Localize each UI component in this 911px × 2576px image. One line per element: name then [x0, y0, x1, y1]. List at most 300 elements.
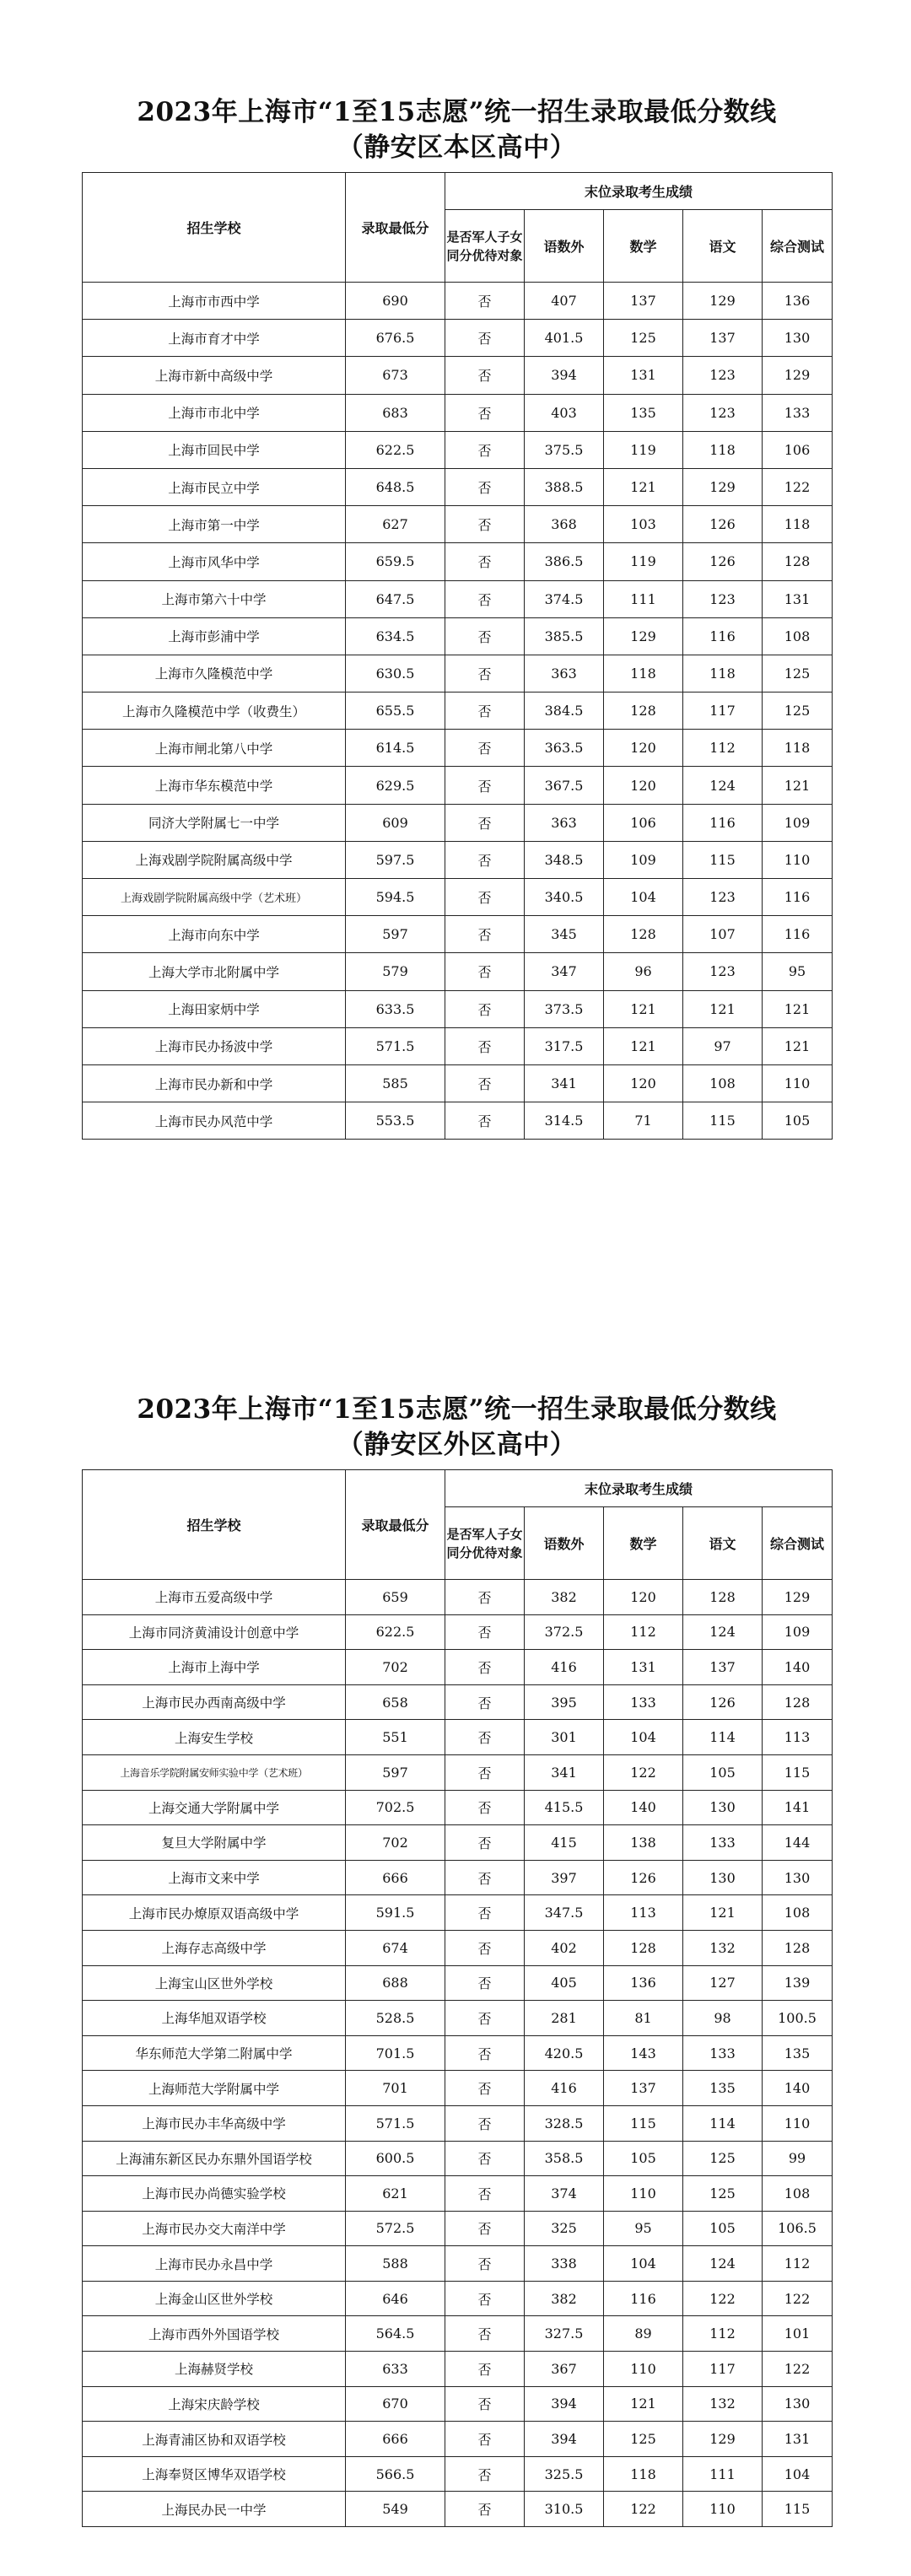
chinese-cell: 123 — [683, 953, 763, 990]
school-cell: 上海市闸北第八中学 — [83, 730, 346, 767]
yushuwai-cell: 363.5 — [525, 730, 604, 767]
table-row — [83, 693, 833, 730]
table-row — [83, 655, 833, 692]
military-cell: 否 — [445, 2316, 525, 2352]
school-cell: 上海市久隆模范中学（收费生） — [83, 693, 346, 730]
school-cell: 上海市文来中学 — [83, 1860, 346, 1895]
military-cell: 否 — [445, 1102, 525, 1140]
school-cell: 上海宋庆龄学校 — [83, 2386, 346, 2422]
yushuwai-cell: 382 — [525, 1580, 604, 1615]
math-cell: 118 — [604, 2456, 683, 2492]
table-row — [83, 2035, 833, 2071]
school-cell: 上海市民办交大南洋中学 — [83, 2211, 346, 2246]
table-row — [83, 2352, 833, 2387]
table-row — [83, 1860, 833, 1895]
header-chinese: 语文 — [683, 1507, 763, 1580]
chinese-cell: 112 — [683, 2316, 763, 2352]
military-cell: 否 — [445, 804, 525, 841]
min-score-cell: 646 — [346, 2281, 445, 2316]
math-cell: 96 — [604, 953, 683, 990]
yushuwai-cell: 388.5 — [525, 468, 604, 505]
school-cell: 上海市上海中学 — [83, 1650, 346, 1685]
math-cell: 120 — [604, 1064, 683, 1102]
yushuwai-cell: 382 — [525, 2281, 604, 2316]
chinese-cell: 132 — [683, 2386, 763, 2422]
chinese-cell: 130 — [683, 1790, 763, 1825]
military-cell: 否 — [445, 2386, 525, 2422]
header-min-score: 录取最低分 — [346, 173, 445, 283]
header-school: 招生学校 — [83, 173, 346, 283]
header-military: 是否军人子女同分优待对象 — [445, 210, 525, 283]
comprehensive-cell: 141 — [763, 1790, 833, 1825]
chinese-cell: 127 — [683, 1965, 763, 2001]
school-cell: 上海市民办风范中学 — [83, 1102, 346, 1140]
school-cell: 上海市风华中学 — [83, 543, 346, 580]
header-last-group: 末位录取考生成绩 — [445, 173, 833, 210]
min-score-cell: 670 — [346, 2386, 445, 2422]
school-cell: 复旦大学附属中学 — [83, 1825, 346, 1861]
chinese-cell: 117 — [683, 2352, 763, 2387]
comprehensive-cell: 112 — [763, 2246, 833, 2282]
military-cell: 否 — [445, 2001, 525, 2036]
min-score-cell: 673 — [346, 357, 445, 394]
school-cell: 上海市向东中学 — [83, 916, 346, 953]
min-score-cell: 622.5 — [346, 431, 445, 468]
comprehensive-cell: 113 — [763, 1720, 833, 1755]
math-cell: 119 — [604, 543, 683, 580]
military-cell: 否 — [445, 730, 525, 767]
yushuwai-cell: 395 — [525, 1684, 604, 1720]
yushuwai-cell: 328.5 — [525, 2105, 604, 2141]
military-cell: 否 — [445, 2176, 525, 2212]
table-row — [83, 2105, 833, 2141]
military-cell: 否 — [445, 841, 525, 878]
yushuwai-cell: 385.5 — [525, 617, 604, 655]
comprehensive-cell: 122 — [763, 2281, 833, 2316]
min-score-cell: 701.5 — [346, 2035, 445, 2071]
comprehensive-cell: 106.5 — [763, 2211, 833, 2246]
school-cell: 上海市民办尚德实验学校 — [83, 2176, 346, 2212]
yushuwai-cell: 407 — [525, 283, 604, 320]
school-cell: 上海交通大学附属中学 — [83, 1790, 346, 1825]
table-row — [83, 2316, 833, 2352]
table-row — [83, 1027, 833, 1064]
yushuwai-cell: 373.5 — [525, 990, 604, 1027]
school-cell: 上海戏剧学院附属高级中学 — [83, 841, 346, 878]
chinese-cell: 135 — [683, 2071, 763, 2106]
school-cell: 上海民办民一中学 — [83, 2492, 346, 2527]
min-score-cell: 655.5 — [346, 693, 445, 730]
min-score-cell: 585 — [346, 1064, 445, 1102]
comprehensive-cell: 128 — [763, 1684, 833, 1720]
school-cell: 上海市五爱高级中学 — [83, 1580, 346, 1615]
chinese-cell: 124 — [683, 2246, 763, 2282]
comprehensive-cell: 144 — [763, 1825, 833, 1861]
chinese-cell: 124 — [683, 767, 763, 804]
math-cell: 137 — [604, 2071, 683, 2106]
min-score-cell: 627 — [346, 506, 445, 543]
chinese-cell: 126 — [683, 543, 763, 580]
comprehensive-cell: 125 — [763, 693, 833, 730]
header-math: 数学 — [604, 1507, 683, 1580]
yushuwai-cell: 338 — [525, 2246, 604, 2282]
school-cell: 上海市第一中学 — [83, 506, 346, 543]
chinese-cell: 123 — [683, 879, 763, 916]
chinese-cell: 126 — [683, 1684, 763, 1720]
yushuwai-cell: 345 — [525, 916, 604, 953]
military-cell: 否 — [445, 1720, 525, 1755]
header-school: 招生学校 — [83, 1470, 346, 1580]
military-cell: 否 — [445, 953, 525, 990]
comprehensive-cell: 108 — [763, 2176, 833, 2212]
school-cell: 上海安生学校 — [83, 1720, 346, 1755]
school-cell: 上海赫贤学校 — [83, 2352, 346, 2387]
comprehensive-cell: 121 — [763, 767, 833, 804]
min-score-cell: 702.5 — [346, 1790, 445, 1825]
table-row — [83, 1614, 833, 1650]
table-row — [83, 1684, 833, 1720]
yushuwai-cell: 374.5 — [525, 580, 604, 617]
chinese-cell: 111 — [683, 2456, 763, 2492]
math-cell: 71 — [604, 1102, 683, 1140]
min-score-cell: 633 — [346, 2352, 445, 2387]
min-score-cell: 666 — [346, 2422, 445, 2457]
header-yushuwai: 语数外 — [525, 210, 604, 283]
table-row — [83, 2176, 833, 2212]
min-score-cell: 571.5 — [346, 2105, 445, 2141]
min-score-cell: 622.5 — [346, 1614, 445, 1650]
math-cell: 131 — [604, 1650, 683, 1685]
table1-title — [82, 94, 832, 165]
min-score-cell: 647.5 — [346, 580, 445, 617]
yushuwai-cell: 301 — [525, 1720, 604, 1755]
comprehensive-cell: 128 — [763, 543, 833, 580]
military-cell: 否 — [445, 1860, 525, 1895]
yushuwai-cell: 367 — [525, 2352, 604, 2387]
table-row — [83, 2492, 833, 2527]
military-cell: 否 — [445, 693, 525, 730]
yushuwai-cell: 327.5 — [525, 2316, 604, 2352]
table-row — [83, 1102, 833, 1140]
comprehensive-cell: 122 — [763, 468, 833, 505]
min-score-cell: 630.5 — [346, 655, 445, 692]
min-score-cell: 609 — [346, 804, 445, 841]
military-cell: 否 — [445, 283, 525, 320]
math-cell: 104 — [604, 2246, 683, 2282]
min-score-cell: 579 — [346, 953, 445, 990]
math-cell: 120 — [604, 730, 683, 767]
table1 — [82, 172, 833, 1140]
math-cell: 106 — [604, 804, 683, 841]
military-cell: 否 — [445, 2281, 525, 2316]
comprehensive-cell: 133 — [763, 394, 833, 431]
chinese-cell: 98 — [683, 2001, 763, 2036]
school-cell: 上海市民办扬波中学 — [83, 1027, 346, 1064]
comprehensive-cell: 110 — [763, 841, 833, 878]
chinese-cell: 112 — [683, 730, 763, 767]
math-cell: 104 — [604, 879, 683, 916]
math-cell: 138 — [604, 1825, 683, 1861]
math-cell: 133 — [604, 1684, 683, 1720]
math-cell: 125 — [604, 2422, 683, 2457]
comprehensive-cell: 116 — [763, 879, 833, 916]
comprehensive-cell: 99 — [763, 2141, 833, 2176]
table-row — [83, 2246, 833, 2282]
table-row — [83, 1650, 833, 1685]
military-cell: 否 — [445, 2422, 525, 2457]
comprehensive-cell: 125 — [763, 655, 833, 692]
min-score-cell: 658 — [346, 1684, 445, 1720]
chinese-cell: 125 — [683, 2141, 763, 2176]
math-cell: 105 — [604, 2141, 683, 2176]
yushuwai-cell: 317.5 — [525, 1027, 604, 1064]
chinese-cell: 133 — [683, 2035, 763, 2071]
table-row — [83, 2456, 833, 2492]
military-cell: 否 — [445, 655, 525, 692]
table-row — [83, 283, 833, 320]
table2-title-line1: 2023年上海市“1至15志愿”统一招生录取最低分数线 — [137, 1394, 777, 1425]
math-cell: 128 — [604, 693, 683, 730]
chinese-cell: 114 — [683, 2105, 763, 2141]
math-cell: 110 — [604, 2176, 683, 2212]
military-cell: 否 — [445, 2105, 525, 2141]
table1-body — [83, 283, 833, 1140]
chinese-cell: 108 — [683, 1064, 763, 1102]
school-cell: 上海市彭浦中学 — [83, 617, 346, 655]
military-cell: 否 — [445, 468, 525, 505]
math-cell: 126 — [604, 1860, 683, 1895]
yushuwai-cell: 363 — [525, 804, 604, 841]
military-cell: 否 — [445, 1965, 525, 2001]
yushuwai-cell: 420.5 — [525, 2035, 604, 2071]
chinese-cell: 117 — [683, 693, 763, 730]
min-score-cell: 597 — [346, 1754, 445, 1790]
table-row — [83, 580, 833, 617]
section-local-schools — [82, 94, 832, 1140]
comprehensive-cell: 115 — [763, 2492, 833, 2527]
min-score-cell: 564.5 — [346, 2316, 445, 2352]
math-cell: 122 — [604, 2492, 683, 2527]
math-cell: 121 — [604, 990, 683, 1027]
school-cell: 上海市市北中学 — [83, 394, 346, 431]
header-comprehensive: 综合测试 — [763, 210, 833, 283]
math-cell: 113 — [604, 1895, 683, 1931]
military-cell: 否 — [445, 2246, 525, 2282]
header-min-score: 录取最低分 — [346, 1470, 445, 1580]
comprehensive-cell: 131 — [763, 580, 833, 617]
chinese-cell: 123 — [683, 357, 763, 394]
min-score-cell: 600.5 — [346, 2141, 445, 2176]
math-cell: 120 — [604, 1580, 683, 1615]
math-cell: 128 — [604, 1930, 683, 1965]
table-row — [83, 1930, 833, 1965]
table-row — [83, 1580, 833, 1615]
min-score-cell: 614.5 — [346, 730, 445, 767]
math-cell: 121 — [604, 1027, 683, 1064]
military-cell: 否 — [445, 1754, 525, 1790]
min-score-cell: 566.5 — [346, 2456, 445, 2492]
chinese-cell: 110 — [683, 2492, 763, 2527]
math-cell: 81 — [604, 2001, 683, 2036]
table-row — [83, 1754, 833, 1790]
math-cell: 118 — [604, 655, 683, 692]
table-row — [83, 2141, 833, 2176]
yushuwai-cell: 341 — [525, 1754, 604, 1790]
min-score-cell: 597.5 — [346, 841, 445, 878]
min-score-cell: 571.5 — [346, 1027, 445, 1064]
comprehensive-cell: 106 — [763, 431, 833, 468]
comprehensive-cell: 140 — [763, 1650, 833, 1685]
table-row — [83, 468, 833, 505]
school-cell: 上海市民立中学 — [83, 468, 346, 505]
military-cell: 否 — [445, 543, 525, 580]
chinese-cell: 97 — [683, 1027, 763, 1064]
military-cell: 否 — [445, 1614, 525, 1650]
yushuwai-cell: 281 — [525, 2001, 604, 2036]
min-score-cell: 659.5 — [346, 543, 445, 580]
table-row — [83, 1790, 833, 1825]
military-cell: 否 — [445, 506, 525, 543]
math-cell: 116 — [604, 2281, 683, 2316]
yushuwai-cell: 384.5 — [525, 693, 604, 730]
military-cell: 否 — [445, 2492, 525, 2527]
school-cell: 上海市民办新和中学 — [83, 1064, 346, 1102]
table-row — [83, 804, 833, 841]
min-score-cell: 591.5 — [346, 1895, 445, 1931]
yushuwai-cell: 402 — [525, 1930, 604, 1965]
yushuwai-cell: 415.5 — [525, 1790, 604, 1825]
school-cell: 上海田家炳中学 — [83, 990, 346, 1027]
table-row — [83, 2386, 833, 2422]
table2 — [82, 1469, 833, 2527]
min-score-cell: 702 — [346, 1650, 445, 1685]
yushuwai-cell: 358.5 — [525, 2141, 604, 2176]
math-cell: 109 — [604, 841, 683, 878]
min-score-cell: 648.5 — [346, 468, 445, 505]
school-cell: 上海市民办永昌中学 — [83, 2246, 346, 2282]
math-cell: 89 — [604, 2316, 683, 2352]
table-row — [83, 1720, 833, 1755]
chinese-cell: 129 — [683, 468, 763, 505]
min-score-cell: 633.5 — [346, 990, 445, 1027]
school-cell: 上海青浦区协和双语学校 — [83, 2422, 346, 2457]
chinese-cell: 125 — [683, 2176, 763, 2212]
comprehensive-cell: 140 — [763, 2071, 833, 2106]
comprehensive-cell: 109 — [763, 1614, 833, 1650]
math-cell: 136 — [604, 1965, 683, 2001]
military-cell: 否 — [445, 394, 525, 431]
comprehensive-cell: 118 — [763, 506, 833, 543]
military-cell: 否 — [445, 1930, 525, 1965]
military-cell: 否 — [445, 2456, 525, 2492]
military-cell: 否 — [445, 580, 525, 617]
school-cell: 上海市民办西南高级中学 — [83, 1684, 346, 1720]
table-row — [83, 2001, 833, 2036]
yushuwai-cell: 394 — [525, 357, 604, 394]
comprehensive-cell: 130 — [763, 320, 833, 357]
military-cell: 否 — [445, 916, 525, 953]
school-cell: 上海市第六十中学 — [83, 580, 346, 617]
yushuwai-cell: 347.5 — [525, 1895, 604, 1931]
yushuwai-cell: 394 — [525, 2422, 604, 2457]
chinese-cell: 115 — [683, 841, 763, 878]
chinese-cell: 115 — [683, 1102, 763, 1140]
table-row — [83, 2071, 833, 2106]
table-row — [83, 1965, 833, 2001]
chinese-cell: 116 — [683, 804, 763, 841]
school-cell: 上海金山区世外学校 — [83, 2281, 346, 2316]
table-row — [83, 2211, 833, 2246]
chinese-cell: 105 — [683, 1754, 763, 1790]
comprehensive-cell: 101 — [763, 2316, 833, 2352]
comprehensive-cell: 136 — [763, 283, 833, 320]
chinese-cell: 118 — [683, 431, 763, 468]
math-cell: 115 — [604, 2105, 683, 2141]
math-cell: 103 — [604, 506, 683, 543]
military-cell: 否 — [445, 320, 525, 357]
chinese-cell: 133 — [683, 1825, 763, 1861]
military-cell: 否 — [445, 1825, 525, 1861]
min-score-cell: 553.5 — [346, 1102, 445, 1140]
math-cell: 143 — [604, 2035, 683, 2071]
table1-title-line1: 2023年上海市“1至15志愿”统一招生录取最低分数线 — [137, 97, 777, 127]
min-score-cell: 701 — [346, 2071, 445, 2106]
military-cell: 否 — [445, 2141, 525, 2176]
school-cell: 上海奉贤区博华双语学校 — [83, 2456, 346, 2492]
chinese-cell: 122 — [683, 2281, 763, 2316]
min-score-cell: 549 — [346, 2492, 445, 2527]
military-cell: 否 — [445, 2352, 525, 2387]
comprehensive-cell: 100.5 — [763, 2001, 833, 2036]
military-cell: 否 — [445, 1684, 525, 1720]
table-row — [83, 990, 833, 1027]
comprehensive-cell: 118 — [763, 730, 833, 767]
chinese-cell: 129 — [683, 283, 763, 320]
chinese-cell: 126 — [683, 506, 763, 543]
chinese-cell: 105 — [683, 2211, 763, 2246]
header-last-group: 末位录取考生成绩 — [445, 1470, 833, 1507]
comprehensive-cell: 129 — [763, 357, 833, 394]
chinese-cell: 123 — [683, 394, 763, 431]
comprehensive-cell: 139 — [763, 1965, 833, 2001]
table1-title-line2: （静安区本区高中） — [337, 132, 577, 163]
comprehensive-cell: 130 — [763, 2386, 833, 2422]
comprehensive-cell: 104 — [763, 2456, 833, 2492]
table-row — [83, 357, 833, 394]
school-cell: 上海市西外外国语学校 — [83, 2316, 346, 2352]
min-score-cell: 659 — [346, 1580, 445, 1615]
yushuwai-cell: 403 — [525, 394, 604, 431]
yushuwai-cell: 325.5 — [525, 2456, 604, 2492]
comprehensive-cell: 130 — [763, 1860, 833, 1895]
yushuwai-cell: 374 — [525, 2176, 604, 2212]
yushuwai-cell: 310.5 — [525, 2492, 604, 2527]
table2-title-line2: （静安区外区高中） — [337, 1430, 577, 1460]
chinese-cell: 129 — [683, 2422, 763, 2457]
school-cell: 上海市久隆模范中学 — [83, 655, 346, 692]
chinese-cell: 137 — [683, 1650, 763, 1685]
yushuwai-cell: 340.5 — [525, 879, 604, 916]
military-cell: 否 — [445, 2071, 525, 2106]
chinese-cell: 132 — [683, 1930, 763, 1965]
header-chinese: 语文 — [683, 210, 763, 283]
math-cell: 128 — [604, 916, 683, 953]
yushuwai-cell: 367.5 — [525, 767, 604, 804]
yushuwai-cell: 397 — [525, 1860, 604, 1895]
yushuwai-cell: 401.5 — [525, 320, 604, 357]
yushuwai-cell: 405 — [525, 1965, 604, 2001]
comprehensive-cell: 131 — [763, 2422, 833, 2457]
